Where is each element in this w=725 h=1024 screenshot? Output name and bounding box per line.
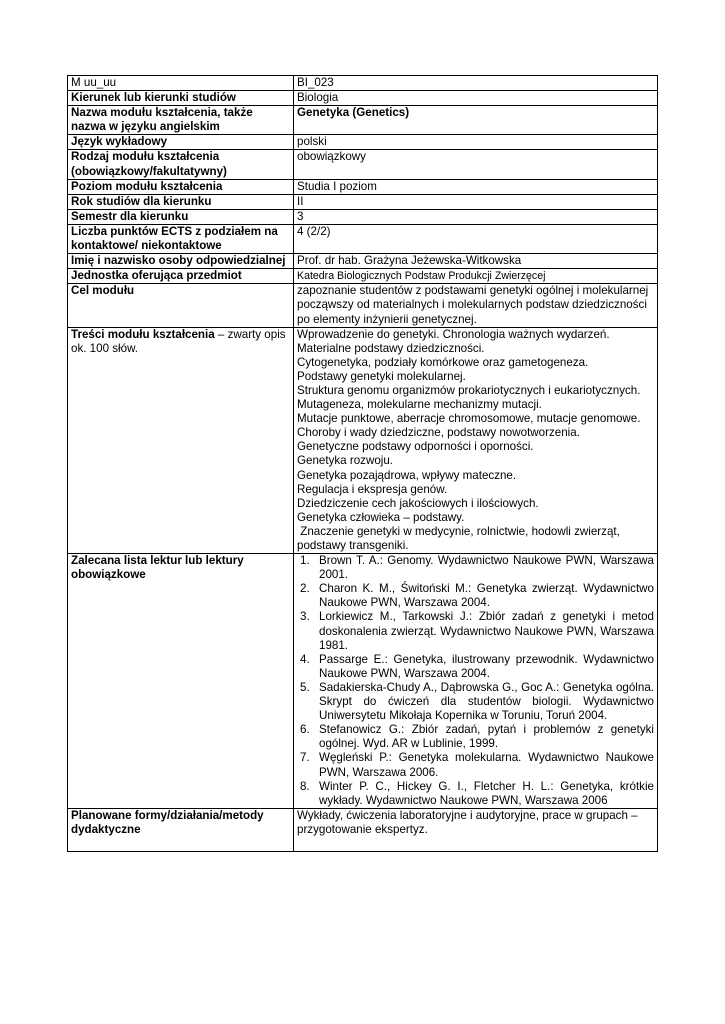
- contents-item: Mutageneza, molekularne mechanizmy mutacji.: [297, 398, 542, 412]
- field-of-study-label: Kierunek lub kierunki studiów: [68, 91, 294, 106]
- module-goal-label: Cel modułu: [68, 284, 294, 327]
- literature-item-text: Winter P. C., Hickey G. I., Fletcher H. L.: Genetyka, krótkie wykłady. Wydawnictwo Naukowe PWN, Warszawa 2006: [319, 779, 654, 807]
- literature-item-number: 2.: [300, 582, 310, 596]
- contents-item: Mutacje punktowe, aberracje chromosomowe, mutacje genomowe.: [297, 412, 641, 426]
- literature-item: [297, 723, 654, 751]
- literature-item: [297, 610, 654, 652]
- literature-item: [297, 780, 654, 808]
- row-semester: [68, 209, 658, 224]
- module-type-label: Rodzaj modułu kształcenia (obowiązkowy/fakultatywny): [68, 150, 294, 179]
- literature-item-text: Charon K. M., Świtoński M.: Genetyka zwierząt. Wydawnictwo Naukowe PWN, Warszawa 2004.: [319, 582, 654, 610]
- contents-item: Wprowadzenie do genetyki. Chronologia ważnych wydarzeń.: [297, 327, 610, 341]
- literature-item-number: 1.: [300, 554, 310, 568]
- contents-item: Genetyka pozajądrowa, wpływy mateczne.: [297, 468, 517, 482]
- literature-item-text: Passarge E.: Genetyka, ilustrowany przewodnik. Wydawnictwo Naukowe PWN, Warszawa 2004.: [319, 652, 654, 680]
- literature-item-text: Węgleński P.: Genetyka molekularna. Wydawnictwo Naukowe PWN, Warszawa 2006.: [319, 751, 654, 779]
- contents-item: Genetyka rozwoju.: [297, 454, 394, 468]
- module-name-label: Nazwa modułu kształcenia, także nazwa w języku angielskim: [68, 106, 294, 135]
- row-language: [68, 135, 658, 150]
- literature-list-cell: [294, 554, 658, 809]
- literature-item: [297, 554, 654, 582]
- contents-item: Choroby i wady dziedziczne, podstawy nowotworzenia.: [297, 426, 580, 440]
- literature-item-text: Lorkiewicz M., Tarkowski J.: Zbiór zadań z genetyki i metod doskonalenia zwierząt. Wydawnictwo Naukowe PWN, Warszawa 1981.: [319, 610, 654, 652]
- literature-label: Zalecana lista lektur lub lektury obowiązkowe: [68, 554, 294, 809]
- contents-item: Dziedziczenie cech jakościowych i ilościowych.: [297, 496, 539, 510]
- literature-list: [297, 554, 654, 808]
- literature-item-text: Stefanowicz G.: Zbiór zadań, pytań i problemów z genetyki ogólnej. Wyd. AR w Lublinie, 1999.: [319, 723, 654, 751]
- semester-value: 3: [294, 209, 658, 224]
- contents-item: Genetyka człowieka – podstawy.: [297, 510, 465, 524]
- literature-item-number: 6.: [300, 723, 310, 737]
- row-code: [68, 76, 658, 91]
- literature-item-number: 8.: [300, 779, 310, 793]
- module-level-value: Studia I poziom: [294, 179, 658, 194]
- semester-label: Semestr dla kierunku: [68, 209, 294, 224]
- row-literature: [68, 554, 658, 809]
- ects-value: 4 (2/2): [294, 224, 658, 253]
- module-goal-value: zapoznanie studentów z podstawami genetyki ogólnej i molekularnej począwszy od materialnych i molekularnych podstaw dziedziczności po elementy inżynierii genetycznej.: [294, 284, 658, 327]
- unit-label: Jednostka oferująca przedmiot: [68, 269, 294, 284]
- literature-item: [297, 681, 654, 723]
- row-responsible-person: [68, 254, 658, 269]
- contents-item: Podstawy genetyki molekularnej.: [297, 369, 466, 383]
- row-teaching-methods: [68, 808, 658, 851]
- literature-item: [297, 751, 654, 779]
- contents-item: Struktura genomu organizmów prokariotycznych i eukariotycznych.: [297, 383, 641, 397]
- contents-item: Cytogenetyka, podziały komórkowe oraz gametogeneza.: [297, 355, 589, 369]
- code-value: BI_023: [294, 76, 658, 91]
- contents-item: Materialne podstawy dziedziczności.: [297, 341, 485, 355]
- language-value: polski: [294, 135, 658, 150]
- responsible-person-value: Prof. dr hab. Grażyna Jeżewska-Witkowska: [294, 254, 658, 269]
- module-level-label: Poziom modułu kształcenia: [68, 179, 294, 194]
- field-of-study-value: Biologia: [294, 91, 658, 106]
- module-contents-list: [294, 327, 658, 554]
- teaching-methods-value: Wykłady, ćwiczenia laboratoryjne i audytoryjne, prace w grupach – przygotowanie ekspertyz.: [294, 808, 658, 851]
- literature-item-number: 4.: [300, 652, 310, 666]
- row-field-of-study: [68, 91, 658, 106]
- literature-item-number: 3.: [300, 610, 310, 624]
- language-label: Język wykładowy: [68, 135, 294, 150]
- module-contents-label-rest: – zwarty opis ok. 100 słów.: [71, 327, 286, 355]
- literature-item-text: Sadakierska-Chudy A., Dąbrowska G., Goc A.: Genetyka ogólna. Skrypt do ćwiczeń dla studentów biologii. Wydawnictwo Uniwersytetu Mikołaja Kopernika w Toruniu, Toruń 2004.: [319, 680, 654, 723]
- row-module-goal: [68, 284, 658, 327]
- module-contents-label-bold: Treści modułu kształcenia: [71, 327, 215, 341]
- literature-item: [297, 582, 654, 610]
- responsible-person-label: Imię i nazwisko osoby odpowiedzialnej: [68, 254, 294, 269]
- contents-item: Znaczenie genetyki w medycynie, rolnictwie, hodowli zwierząt, podstawy transgeniki.: [297, 524, 624, 552]
- teaching-methods-label: Planowane formy/działania/metody dydaktyczne: [68, 808, 294, 851]
- row-unit: [68, 269, 658, 284]
- row-module-name: [68, 106, 658, 135]
- code-label: M uu_uu: [68, 76, 294, 91]
- contents-item: Regulacja i ekspresja genów.: [297, 482, 448, 496]
- literature-item-number: 7.: [300, 751, 310, 765]
- row-module-level: [68, 179, 658, 194]
- contents-item: Genetyczne podstawy odporności i oporności.: [297, 440, 534, 454]
- module-type-value: obowiązkowy: [294, 150, 658, 179]
- study-year-label: Rok studiów dla kierunku: [68, 194, 294, 209]
- row-ects: [68, 224, 658, 253]
- module-name-value: Genetyka (Genetics): [294, 106, 658, 135]
- module-description-table: [67, 75, 658, 852]
- literature-item-text: Brown T. A.: Genomy. Wydawnictwo Naukowe PWN, Warszawa 2001.: [319, 554, 654, 582]
- module-contents-label: [68, 327, 294, 554]
- literature-item-number: 5.: [300, 680, 310, 694]
- literature-item: [297, 653, 654, 681]
- unit-value: Katedra Biologicznych Podstaw Produkcji Zwierzęcej: [294, 269, 658, 284]
- study-year-value: II: [294, 194, 658, 209]
- ects-label: Liczba punktów ECTS z podziałem na kontaktowe/ niekontaktowe: [68, 224, 294, 253]
- row-study-year: [68, 194, 658, 209]
- row-module-type: [68, 150, 658, 179]
- row-module-contents: [68, 327, 658, 554]
